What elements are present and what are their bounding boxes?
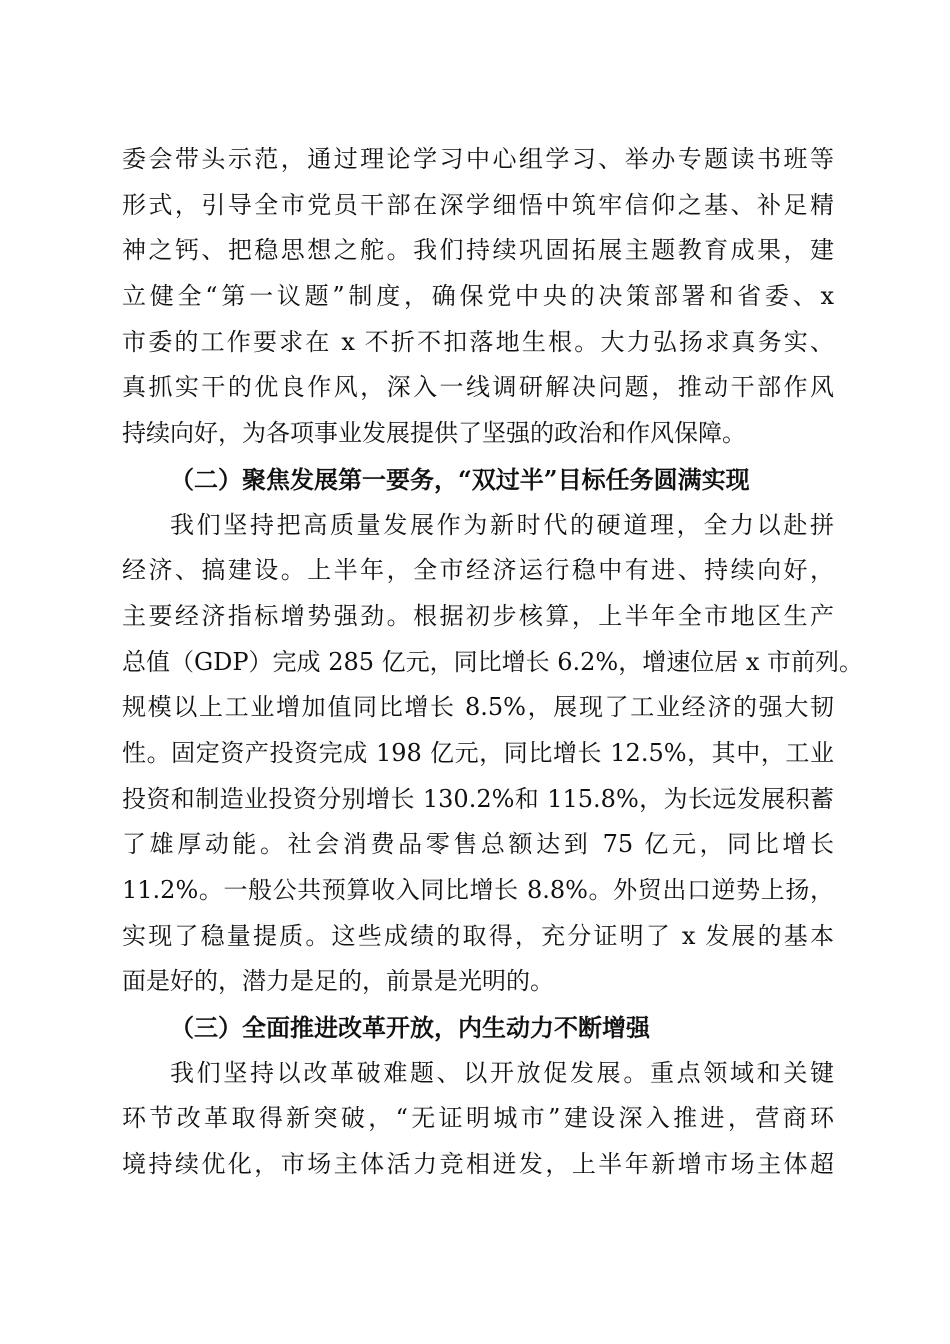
section-heading-2: （二）聚焦发展第一要务，“双过半”目标任务圆满实现 <box>170 464 750 494</box>
paragraph-2-line-3: 主要经济指标增势强劲。根据初步核算，上半年全市地区生产 <box>122 601 834 630</box>
paragraph-2-line-9: 11.2%。一般公共预算收入同比增长 8.8%。外贸出口逆势上扬， <box>122 876 834 904</box>
paragraph-2-line-6: 性。固定资产投资完成 198 亿元，同比增长 12.5%，其中，工业 <box>122 738 834 767</box>
paragraph-2-line-8: 了雄厚动能。社会消费品零售总额达到 75 亿元，同比增长 <box>122 830 834 859</box>
paragraph-1-line-1: 委会带头示范，通过理论学习中心组学习、举办专题读书班等 <box>122 145 834 173</box>
paragraph-2-line-10: 实现了稳量提质。这些成绩的取得，充分证明了 x 发展的基本 <box>122 921 834 950</box>
paragraph-2-line-5: 规模以上工业增加值同比增长 8.5%，展现了工业经济的强大韧 <box>122 693 834 722</box>
paragraph-1-line-2: 形式，引导全市党员干部在深学细悟中筑牢信仰之基、补足精 <box>122 190 834 219</box>
paragraph-1-line-5: 市委的工作要求在 x 不折不扣落地生根。大力弘扬求真务实、 <box>122 327 834 356</box>
paragraph-1-line-3: 神之钙、把稳思想之舵。我们持续巩固拓展主题教育成果，建 <box>122 236 834 265</box>
paragraph-2-line-4: 总值（GDP）完成 285 亿元，同比增长 6.2%，增速位居 x 市前列。 <box>122 647 864 676</box>
paragraph-3-line-3: 境持续优化，市场主体活力竞相迸发，上半年新增市场主体超 <box>122 1150 834 1179</box>
document-body <box>122 137 864 1188</box>
paragraph-1-line-7: 持续向好，为各项事业发展提供了坚强的政治和作风保障。 <box>122 419 746 448</box>
paragraph-1-line-6: 真抓实干的优良作风，深入一线调研解决问题，推动干部作风 <box>122 373 834 402</box>
paragraph-3-line-2: 环节改革取得新突破，“无证明城市”建设深入推进，营商环 <box>122 1104 834 1133</box>
section-heading-3: （三）全面推进改革开放，内生动力不断增强 <box>170 1013 650 1043</box>
paragraph-3-line-1: 我们坚持以改革破难题、以开放促发展。重点领域和关键 <box>170 1058 834 1087</box>
paragraph-2-line-1: 我们坚持把高质量发展作为新时代的硬道理，全力以赴拼 <box>170 510 834 539</box>
paragraph-2-line-2: 经济、搞建设。上半年，全市经济运行稳中有进、持续向好， <box>122 556 834 585</box>
paragraph-1-line-4: 立健全“第一议题”制度，确保党中央的决策部署和省委、x <box>122 282 834 311</box>
paragraph-2-line-7: 投资和制造业投资分别增长 130.2%和 115.8%，为长远发展积蓄 <box>122 784 834 813</box>
paragraph-2-line-11: 面是好的，潜力是足的，前景是光明的。 <box>122 967 554 996</box>
